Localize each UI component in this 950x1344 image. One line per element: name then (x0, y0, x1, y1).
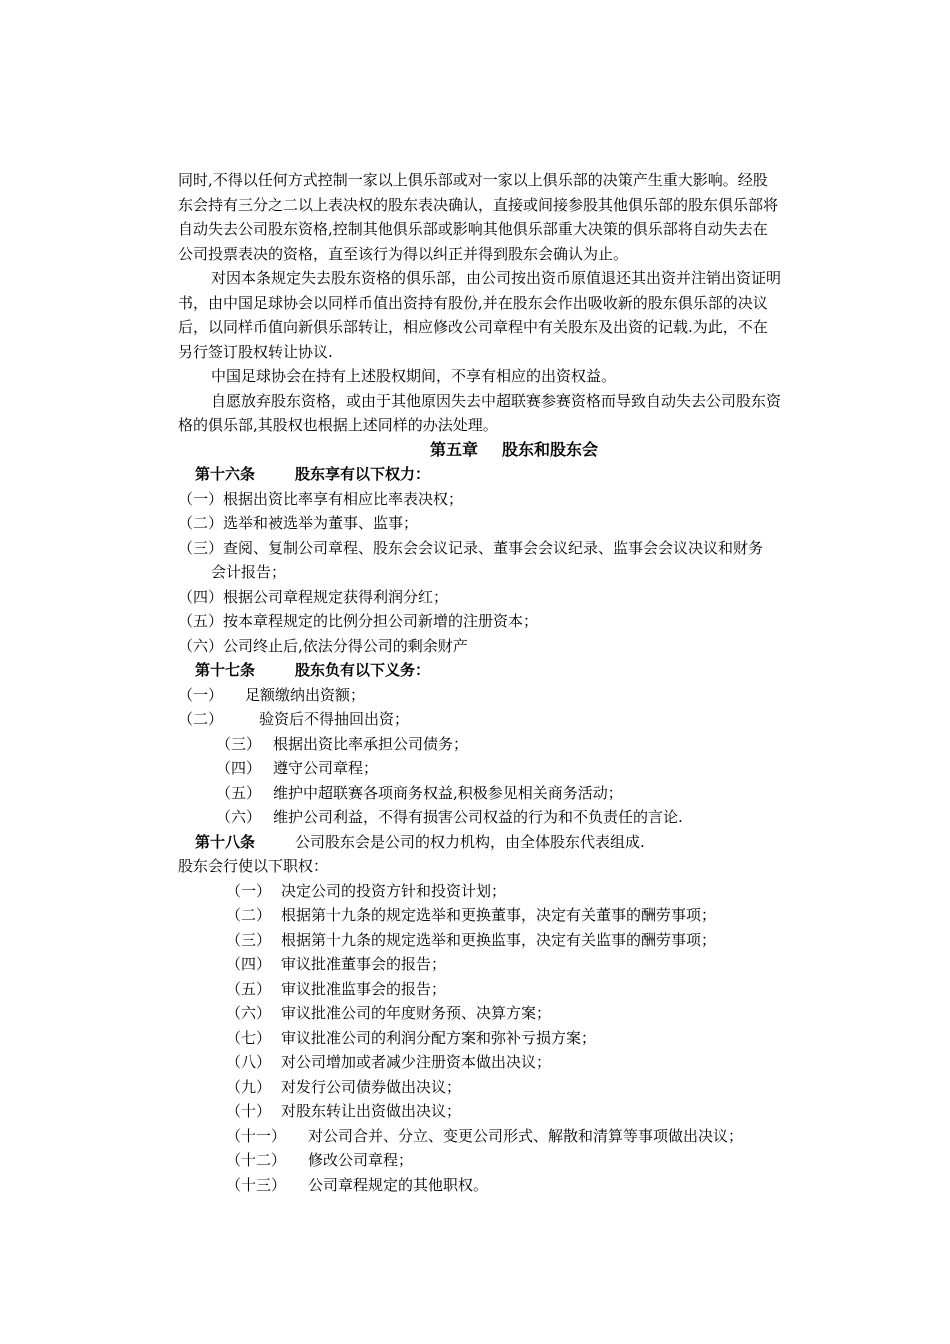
article-number: 第十六条 (195, 465, 256, 483)
item-number: （一） (178, 685, 224, 704)
paragraph-line: 格的俱乐部,其股权也根据上述同样的办法处理。 (178, 416, 498, 434)
list-item (178, 536, 850, 561)
item-number: （三） (178, 538, 224, 557)
item-number: （二） (178, 710, 224, 728)
item-text: 对发行公司债券做出决议； (281, 1077, 462, 1096)
list-item (178, 1124, 850, 1149)
list-item (178, 511, 850, 536)
list-item (178, 634, 850, 659)
item-text: 对公司增加或者减少注册资本做出决议； (281, 1053, 552, 1071)
item-text: 公司章程规定的其他职权。 (308, 1175, 489, 1194)
item-number: （六） (216, 808, 262, 826)
item-text: 遵守公司章程； (273, 759, 379, 777)
list-item (178, 1001, 850, 1026)
paragraph-line: 另行签订股权转让协议. (178, 342, 333, 361)
item-number: （十） (226, 1102, 272, 1120)
item-text: 对股东转让出资做出决议； (281, 1102, 462, 1120)
list-item (178, 756, 850, 781)
item-text: 决定公司的投资方针和投资计划； (281, 881, 507, 900)
item-number: （三） (226, 930, 272, 949)
list-item-continuation (178, 560, 850, 585)
article-heading (178, 462, 850, 487)
paragraph-line: 对因本条规定失去股东资格的俱乐部，由公司按出资币原值退还其出资并注销出资证明 (211, 269, 782, 287)
paragraph-line: 股东会行使以下职权： (178, 857, 329, 875)
item-text: 审议批准公司的利润分配方案和弥补亏损方案； (281, 1028, 597, 1047)
chapter-heading (178, 438, 850, 463)
chapter-number: 第五章 (429, 439, 478, 459)
article-title: 股东享有以下权力： (295, 465, 431, 483)
item-number: （一） (178, 489, 224, 508)
article-heading (178, 658, 850, 683)
item-text: 选举和被选举为董事、监事； (223, 514, 419, 532)
item-text: 根据第十九条的规定选举和更换董事，决定有关董事的酬劳事项； (281, 906, 717, 924)
list-item (178, 1075, 850, 1100)
paragraph-line: 书，由中国足球协会以同样币值出资持有股份,并在股东会作出吸收新的股东俱乐部的决议 (178, 293, 768, 312)
document-body (178, 168, 850, 1197)
paragraph-line: 中国足球协会在持有上述股权期间，不享有相应的出资权益。 (211, 367, 617, 385)
item-number: （四） (178, 587, 224, 606)
item-number: （三） (216, 734, 262, 753)
list-item (178, 1173, 850, 1198)
item-text: 验资后不得抽回出资； (259, 710, 410, 728)
item-text: 对公司合并、分立、变更公司形式、解散和清算等事项做出决议； (308, 1126, 744, 1145)
list-item (178, 879, 850, 904)
item-text: 按本章程规定的比例分担公司新增的注册资本； (223, 612, 539, 630)
article-number: 第十八条 (195, 832, 256, 851)
item-number: （二） (178, 514, 224, 532)
paragraph-line: 自动失去公司股东资格,控制其他俱乐部或影响其他俱乐部重大决策的俱乐部将自动失去在 (178, 220, 768, 238)
list-item (178, 732, 850, 757)
item-text: 审议批准监事会的报告； (281, 979, 447, 998)
list-item (178, 781, 850, 806)
item-text: 足额缴纳出资额； (245, 685, 366, 704)
paragraph-line: 自愿放弃股东资格，或由于其他原因失去中超联赛参赛资格而导致自动失去公司股东资 (211, 391, 782, 410)
item-number: （四） (226, 955, 272, 973)
item-text: 会计报告； (211, 563, 287, 581)
paragraph-line: 公司投票表决的资格，直至该行为得以纠正并得到股东会确认为止。 (178, 244, 629, 263)
list-item (178, 1099, 850, 1124)
item-number: （十二） (226, 1151, 287, 1169)
item-text: 根据出资比率承担公司债务； (273, 734, 469, 753)
item-number: （九） (226, 1077, 272, 1096)
item-text: 审议批准董事会的报告； (281, 955, 447, 973)
item-number: （五） (226, 979, 272, 998)
list-item (178, 1050, 850, 1075)
chapter-title: 股东和股东会 (502, 439, 599, 459)
item-text: 根据第十九条的规定选举和更换监事，决定有关监事的酬劳事项； (281, 930, 717, 949)
paragraph-line: 东会持有三分之二以上表决权的股东表决确认，直接或间接参股其他俱乐部的股东俱乐部将 (178, 195, 779, 214)
item-number: （十三） (226, 1175, 287, 1194)
list-item (178, 585, 850, 610)
item-number: （六） (178, 636, 224, 655)
article-text: 公司股东会是公司的权力机构，由全体股东代表组成. (295, 832, 645, 851)
item-text: 审议批准公司的年度财务预、决算方案； (281, 1004, 552, 1022)
item-text: 根据公司章程规定获得利润分红； (223, 587, 449, 606)
article-heading (178, 830, 850, 855)
item-number: （七） (226, 1028, 272, 1047)
list-item (178, 903, 850, 928)
item-number: （八） (226, 1053, 272, 1071)
item-number: （五） (178, 612, 224, 630)
list-item (178, 977, 850, 1002)
item-text: 修改公司章程； (308, 1151, 414, 1169)
list-item (178, 1026, 850, 1051)
item-text: 查阅、复制公司章程、股东会会议记录、董事会会议纪录、监事会会议决议和财务 (223, 538, 764, 557)
item-text: 维护公司利益，不得有损害公司权益的行为和不负责任的言论. (273, 808, 683, 826)
list-item (178, 707, 850, 732)
item-text: 公司终止后,依法分得公司的剩余财产 (223, 636, 468, 655)
item-number: （十一） (226, 1126, 287, 1145)
list-item (178, 928, 850, 953)
item-text: 维护中超联赛各项商务权益,积极参见相关商务活动； (273, 783, 623, 802)
list-item (178, 683, 850, 708)
paragraph-line: 同时,不得以任何方式控制一家以上俱乐部或对一家以上俱乐部的决策产生重大影响。经股 (178, 171, 768, 189)
item-number: （四） (216, 759, 262, 777)
list-item (178, 609, 850, 634)
list-item (178, 487, 850, 512)
article-title: 股东负有以下义务： (295, 661, 431, 679)
item-number: （一） (226, 881, 272, 900)
item-text: 根据出资比率享有相应比率表决权； (223, 489, 464, 508)
item-number: （六） (226, 1004, 272, 1022)
paragraph-line: 后，以同样币值向新俱乐部转让，相应修改公司章程中有关股东及出资的记载.为此，不在 (178, 318, 768, 336)
article-number: 第十七条 (195, 661, 256, 679)
list-item (178, 1148, 850, 1173)
item-number: （二） (226, 906, 272, 924)
list-item (178, 805, 850, 830)
item-number: （五） (216, 783, 262, 802)
list-item (178, 952, 850, 977)
